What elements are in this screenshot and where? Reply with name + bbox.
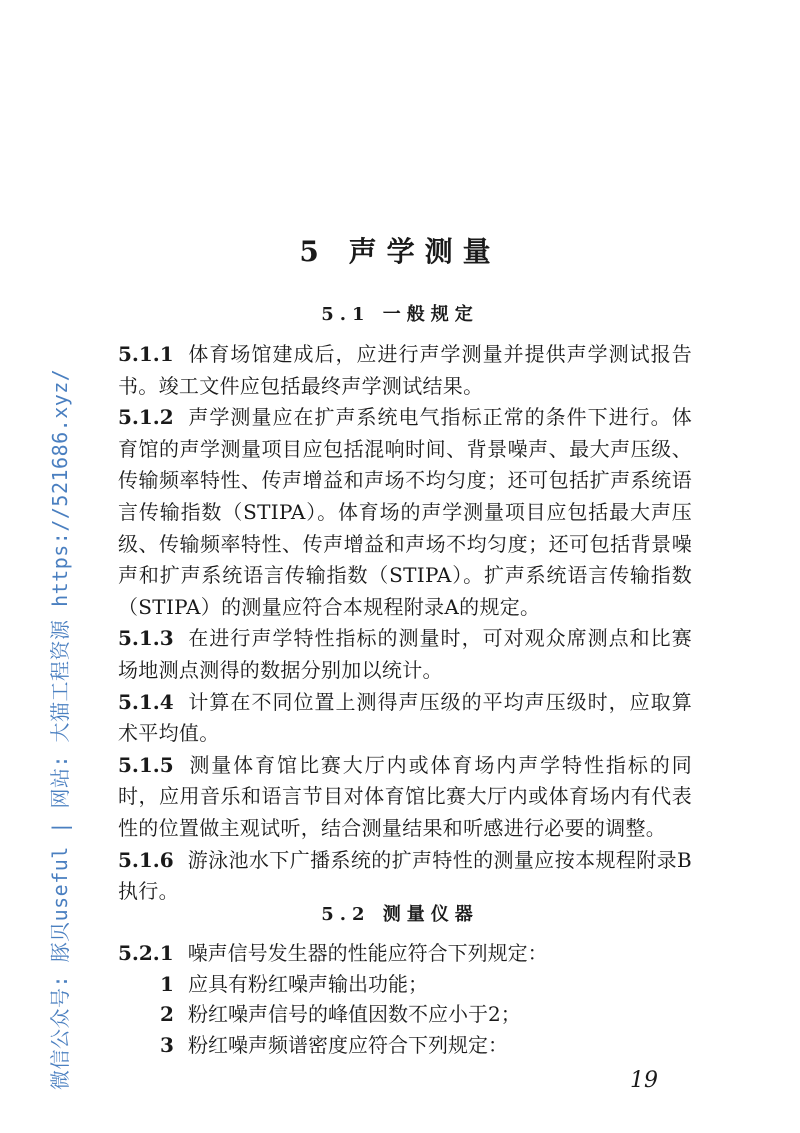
- clause-text: 在进行声学特性指标的测量时，可对观众席测点和比赛场地测点测得的数据分别加以统计。: [118, 626, 692, 682]
- clause-number: 5.1.1: [118, 342, 174, 366]
- list-item: [118, 999, 692, 1030]
- clause-text: 声学测量应在扩声系统电气指标正常的条件下进行。体育馆的声学测量项目应包括混响时间、背景噪声、最大声压级、传输频率特性、传声增益和声场不均匀度；还可包括扩声系统语言传输指数（STIPA）。体育场的声学测量项目应包括最大声压级、传输频率特性、传声增益和声场不均匀度；还可包括背景噪声和扩声系统语言传输指数（STIPA）。扩声系统语言传输指数（STIPA）的测量应符合本规程附录A的规定。: [118, 405, 692, 619]
- clause-number: 5.1.5: [118, 752, 174, 777]
- clause-text: 游泳池水下广播系统的扩声特性的测量应按本规程附录B执行。: [118, 847, 692, 904]
- section-heading-5-2: 5.2 测量仪器: [321, 904, 479, 925]
- clause-5-1-5: [118, 750, 692, 845]
- clause-number: 5.1.4: [118, 689, 174, 714]
- section-heading-5-1: 5.1 一般规定: [321, 304, 479, 325]
- clause-5-1-3: [118, 623, 692, 686]
- clause-5-1-6: [118, 845, 692, 908]
- clause-number: 5.1.2: [118, 405, 174, 430]
- clause-5-1-1: [118, 339, 692, 402]
- clause-5-1-4: [118, 687, 692, 750]
- clause-number: 5.1.6: [118, 847, 174, 872]
- section-5-1-body: [118, 339, 692, 908]
- clause-5-2-1: [118, 938, 692, 969]
- page-number: 19: [630, 1068, 658, 1093]
- clause-text: 计算在不同位置上测得声压级的平均声压级时，应取算术平均值。: [118, 689, 692, 746]
- item-text: 应具有粉红噪声输出功能；: [188, 971, 428, 996]
- clause-5-1-2: [118, 402, 692, 623]
- clause-text: 体育场馆建成后，应进行声学测量并提供声学测试报告书。竣工文件应包括最终声学测试结果。: [118, 342, 692, 398]
- item-text: 粉红噪声信号的峰值因数不应小于2；: [188, 1002, 521, 1026]
- watermark: 微信公众号: 豚贝useful | 网站: 大猫工程资源 https://521686.xyz/: [48, 368, 72, 1090]
- clause-text: 测量体育馆比赛大厅内或体育场内声学特性指标的同时，应用音乐和语言节目对体育馆比赛大厅内或体育场内有代表性的位置做主观试听，结合测量结果和听感进行必要的调整。: [118, 752, 692, 840]
- clause-number: 5.2.1: [118, 941, 174, 965]
- item-number: 2: [160, 1002, 174, 1026]
- list-item: [118, 1030, 692, 1061]
- item-number: 1: [160, 971, 174, 996]
- item-text: 粉红噪声频谱密度应符合下列规定：: [188, 1032, 508, 1057]
- clause-text: 噪声信号发生器的性能应符合下列规定：: [187, 941, 548, 965]
- item-number: 3: [160, 1032, 174, 1057]
- list-item: [118, 969, 692, 1000]
- clause-number: 5.1.3: [118, 626, 174, 651]
- chapter-title: 5 声学测量: [299, 235, 501, 268]
- section-5-2-body: [118, 938, 692, 1060]
